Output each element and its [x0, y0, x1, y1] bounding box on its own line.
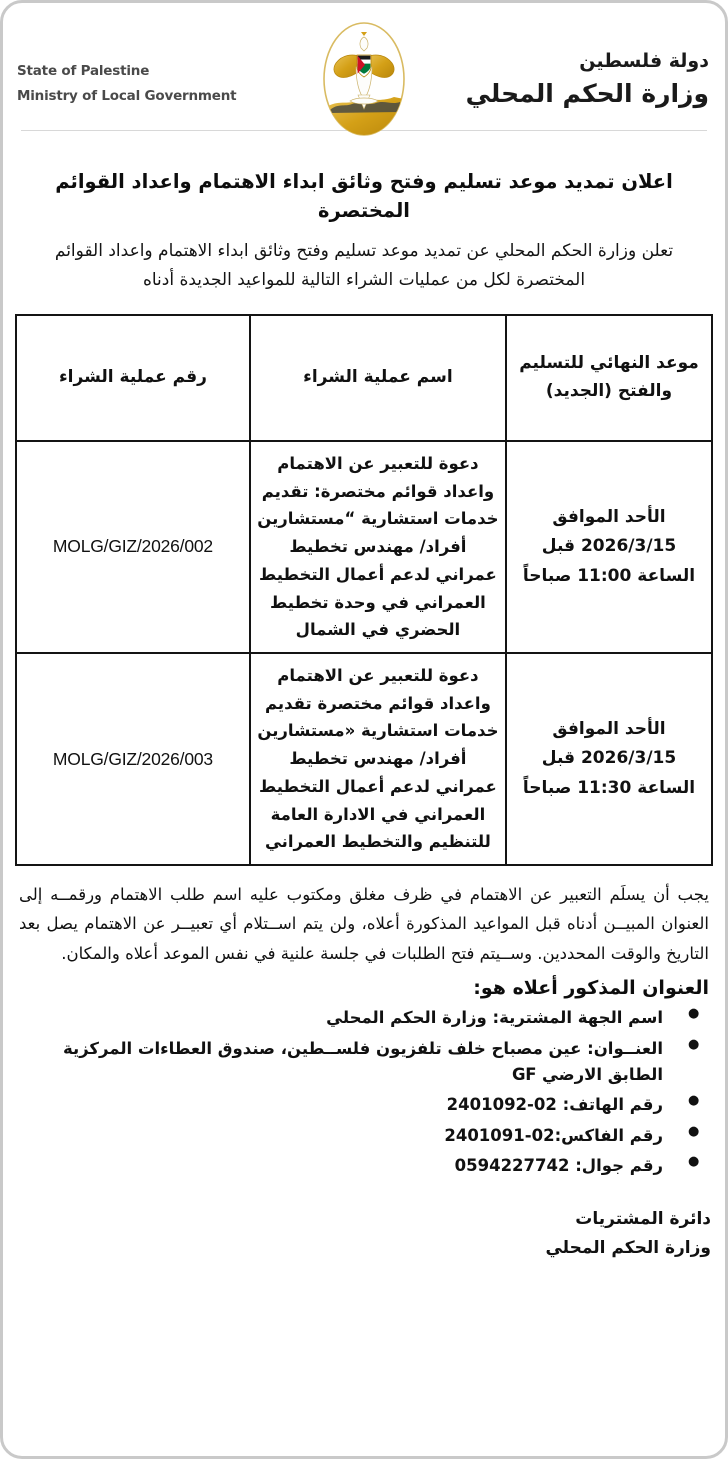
cell-procurement-name: دعوة للتعبير عن الاهتمام واعداد قوائم مختصرة تقديم خدمات استشارية «مستشارين أفراد/ مهندس تخطيط عمراني لدعم أعمال التخطيط العمراني في الادارة العامة للتنظيم والتخطيط العمراني [250, 653, 506, 865]
table-row [16, 653, 712, 865]
column-header-name: اسم عملية الشراء [250, 315, 506, 441]
ministry-of-local-government-en: Ministry of Local Government [17, 87, 237, 104]
page-title: اعلان تمديد موعد تسليم وفتح وثائق ابداء الاهتمام واعداد القوائم المختصرة [55, 170, 673, 223]
list-item-fax: ● رقم الفاكس:02-2401091 [21, 1123, 707, 1149]
submission-instructions: يجب أن يسلَم التعبير عن الاهتمام في ظرف مغلق ومكتوب عليه اسم طلب الاهتمام ورقمــه إلى العنوان المبيــن أدناه قبل المواعيد المذكورة أعلاه، ولن يتم اســتلام أي تعبيــر عن الاهتمام يصل بعد التاريخ والوقت المحددين. وســيتم فتح الطلبات في جلسة علنية في نفس الموعد أعلاه والمكان. [19, 885, 709, 963]
list-item-telephone: ● رقم الهاتف: 02-2401092 [21, 1092, 707, 1118]
list-item-address: ● العنــوان: عين مصباح خلف تلفزيون فلســطين، صندوق العطاءات المركزية الطابق الارضي GF [21, 1036, 707, 1089]
cell-procurement-number: MOLG/GIZ/2026/002 [16, 441, 250, 653]
address-heading: العنوان المذكور أعلاه هو: [473, 977, 709, 1000]
letterhead [3, 3, 725, 153]
signature-ministry: وزارة الحكم المحلي [545, 1237, 711, 1258]
procurement-table-wrapper [15, 314, 713, 866]
list-item-mobile: ● رقم جوال: 0594227742 [21, 1153, 707, 1179]
ministry-english-name [17, 59, 236, 109]
ministry-arabic-name [466, 47, 709, 112]
cell-deadline: الأحد الموافق 2026/3/15 قبل الساعة 11:00 صباحاً [506, 441, 712, 653]
announcement-intro: تعلن وزارة الحكم المحلي عن تمديد موعد تسليم وفتح وثائق ابداء الاهتمام واعداد القوائم المختصرة لكل من عمليات الشراء التالية للمواعيد الجديدة أدناه [54, 240, 674, 290]
column-header-number: رقم عملية الشراء [16, 315, 250, 441]
cell-procurement-number: MOLG/GIZ/2026/003 [16, 653, 250, 865]
state-of-palestine-en: State of Palestine [17, 63, 150, 79]
ministry-of-local-government-ar: وزارة الحكم المحلي [465, 78, 709, 108]
list-item-buyer-name: ● اسم الجهة المشترية: وزارة الحكم المحلي [21, 1005, 707, 1031]
signature-block [501, 1205, 711, 1261]
state-of-palestine-ar: دولة فلسطين [579, 50, 709, 72]
procurement-table [15, 314, 713, 866]
palestine-eagle-emblem [316, 17, 412, 141]
table-row [16, 441, 712, 653]
address-list [21, 1005, 707, 1183]
column-header-deadline: موعد النهائي للتسليم والفتح (الجديد) [506, 315, 712, 441]
cell-deadline: الأحد الموافق 2026/3/15 قبل الساعة 11:30 صباحاً [506, 653, 712, 865]
signature-department: دائرة المشتريات [575, 1209, 711, 1230]
table-header-row [16, 315, 712, 441]
cell-procurement-name: دعوة للتعبير عن الاهتمام واعداد قوائم مختصرة: تقديم خدمات استشارية “مستشارين أفراد/ مهندس تخطيط عمراني لدعم أعمال التخطيط العمراني في وحدة تخطيط الحضري في الشمال [250, 441, 506, 653]
